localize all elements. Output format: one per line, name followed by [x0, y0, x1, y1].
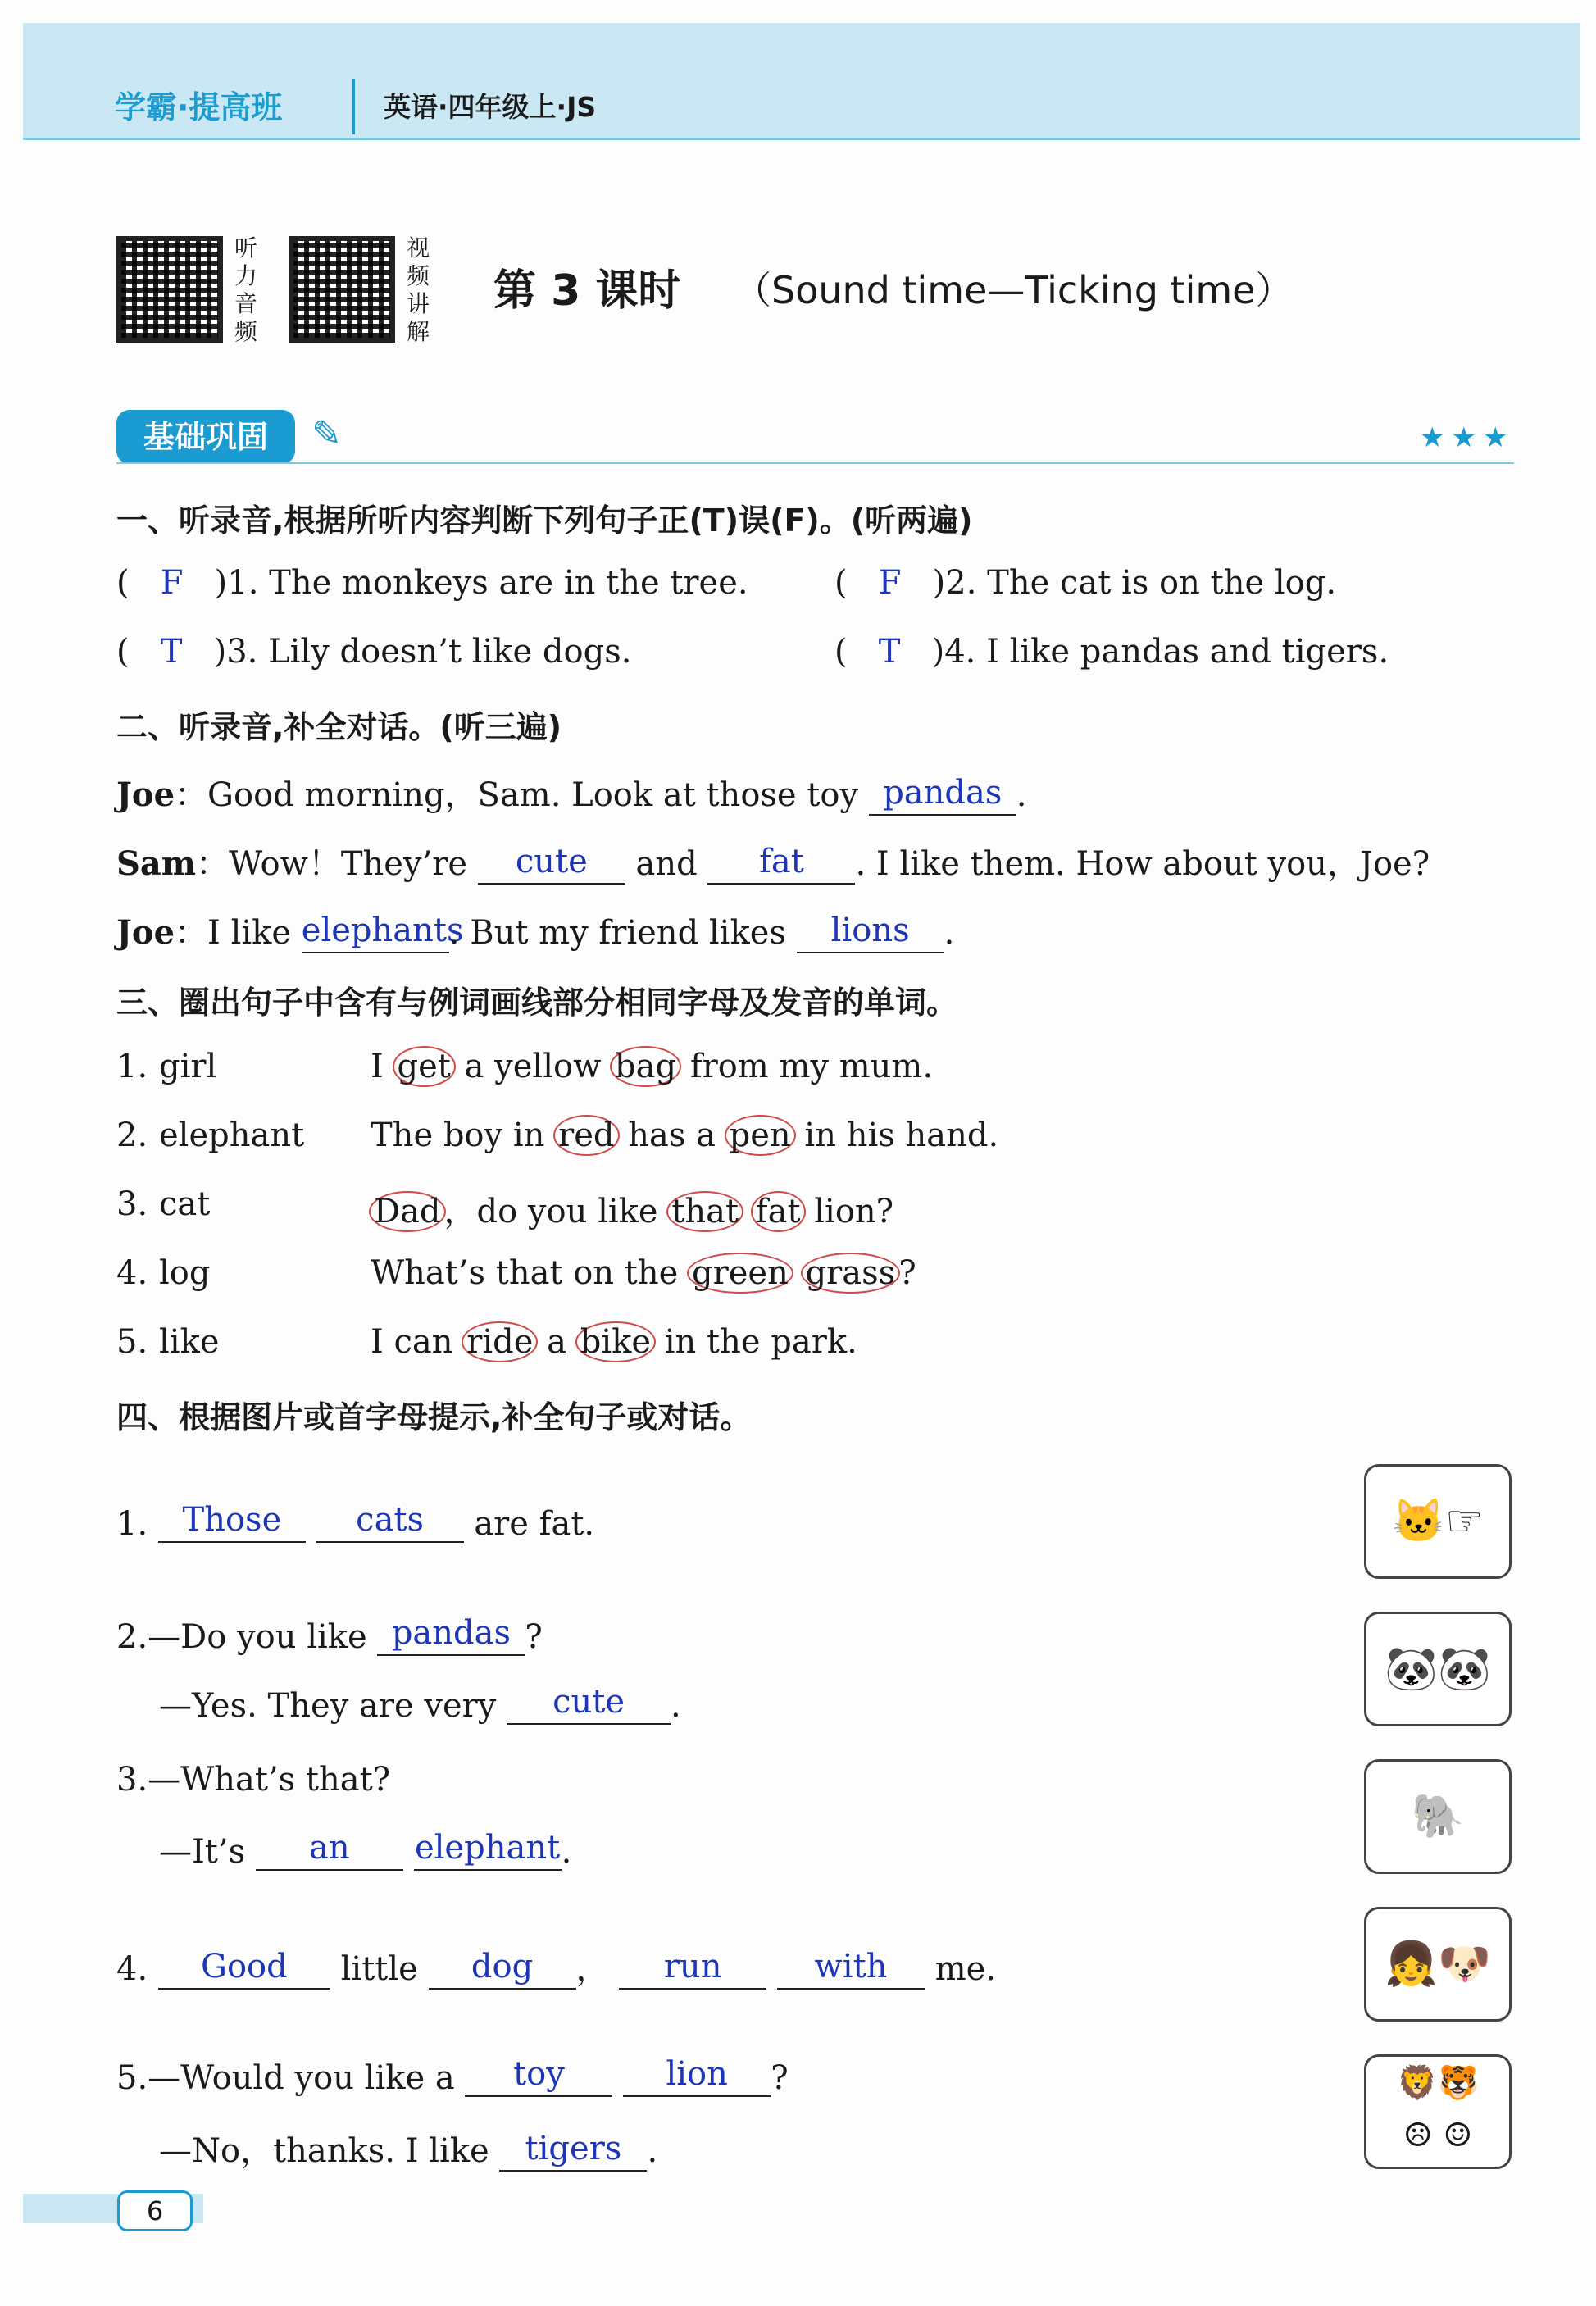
s2-l3-text: ：I like	[175, 914, 292, 952]
brand-logo: 学霸·提高班	[115, 89, 283, 125]
s4-q4: 4. Good little dog ， run with me.	[116, 1948, 997, 1988]
s4-q4-blank-2[interactable]: dog	[429, 1949, 576, 1990]
s2-line-2	[116, 838, 1430, 885]
s1-answer-4: T	[878, 633, 901, 671]
qr-label-video: 视频讲解	[407, 234, 430, 345]
s4-q1-num: 1.	[116, 1505, 148, 1543]
section-3-title: 三、圈出句子中含有与例词画线部分相同字母及发音的单词。	[116, 985, 958, 1021]
s3-sentence-3: Dad ，do you like that fat lion?	[371, 1185, 893, 1232]
s4-q3-blank-2[interactable]: elephant	[414, 1830, 562, 1871]
s4-q5-blank-3[interactable]: tigers	[499, 2131, 647, 2172]
s4-q5-end2: .	[647, 2132, 658, 2170]
difficulty-stars: ★★★	[1420, 421, 1515, 454]
s4-q4-blank-1[interactable]: Good	[158, 1949, 330, 1990]
s3-num-1: 1.	[116, 1048, 148, 1085]
lesson-subtitle: （Sound time—Ticking time）	[734, 268, 1294, 312]
s4-q2-reply-text: —Yes. They are very	[159, 1687, 497, 1725]
s2-l2-text: ：Wow！They’re	[196, 845, 468, 883]
s1-text-3: )3. Lily doesn’t like dogs.	[213, 633, 632, 671]
s3-sentence-1: I get a yellow bag from my mum.	[371, 1048, 934, 1085]
s3-num-2: 2.	[116, 1117, 148, 1154]
s3-num-3: 3.	[116, 1185, 148, 1223]
circled-word[interactable]: green	[687, 1253, 793, 1294]
s3-sentence-4: What’s that on the green grass ?	[371, 1254, 916, 1292]
s4-q3-blank-1[interactable]: an	[256, 1830, 403, 1871]
circled-word[interactable]: fat	[751, 1191, 806, 1232]
s3-num-4: 4.	[116, 1254, 148, 1292]
elephant-icon: 🐘	[1364, 1759, 1512, 1874]
s4-q5-reply	[159, 2125, 657, 2172]
s1-item-2: ( F )2. The cat is on the log.	[834, 564, 1337, 602]
subject-label: 英语·四年级上·JS	[384, 91, 597, 123]
s3-num-5: 5.	[116, 1323, 148, 1361]
s3-word-3: cat	[159, 1185, 211, 1223]
pandas-icon: 🐼🐼	[1364, 1612, 1512, 1726]
circled-word[interactable]: bike	[575, 1321, 656, 1362]
header-divider	[352, 79, 355, 134]
s4-q2-blank-2[interactable]: cute	[507, 1684, 671, 1725]
lesson-title: 第 3 课时	[493, 266, 681, 316]
s2-l3-end: .	[944, 914, 955, 952]
circled-word[interactable]: grass	[801, 1253, 901, 1294]
s2-line-3	[116, 907, 954, 953]
section-badge: 基础巩固	[116, 410, 295, 464]
s2-blank-5[interactable]: lions	[797, 912, 944, 953]
qr-label-audio: 听力音频	[234, 234, 258, 345]
circled-word[interactable]: ride	[462, 1321, 538, 1362]
speaker-sam: Sam	[116, 844, 197, 883]
circled-word[interactable]: get	[393, 1046, 456, 1087]
s4-q5-num: 5.	[116, 2059, 148, 2097]
s2-line-1	[116, 769, 1027, 816]
s4-q5-blank-1[interactable]: toy	[465, 2056, 612, 2097]
s4-q3	[116, 1761, 390, 1799]
pencil-icon: ✎	[311, 413, 342, 455]
s4-q4-blank-4[interactable]: with	[777, 1949, 925, 1990]
s2-blank-1[interactable]: pandas	[869, 775, 1016, 816]
circled-word[interactable]: pen	[725, 1115, 796, 1156]
s3-word-5: like	[159, 1323, 220, 1361]
s4-q1-end: are fat.	[474, 1505, 595, 1543]
s4-q2-end: ?	[525, 1618, 543, 1656]
s3-word-1: girl	[159, 1048, 217, 1085]
s2-blank-3[interactable]: fat	[707, 844, 855, 885]
s3-sentence-5: I can ride a bike in the park.	[371, 1323, 857, 1361]
s4-q3-end: .	[561, 1833, 572, 1871]
s3-word-2: elephant	[159, 1117, 305, 1154]
s4-q2-num: 2.	[116, 1618, 148, 1656]
s1-text-2: )2. The cat is on the log.	[932, 564, 1337, 602]
s4-q3-num: 3.	[116, 1761, 148, 1799]
section-4-title: 四、根据图片或首字母提示,补全句子或对话。	[116, 1399, 752, 1435]
qr-code-video[interactable]	[289, 236, 395, 343]
page-number: 6	[117, 2190, 193, 2231]
s4-q2	[116, 1615, 543, 1656]
speaker-joe-2: Joe	[116, 913, 175, 952]
girl-dog-icon: 👧🐶	[1364, 1907, 1512, 2022]
s4-q2-reply	[159, 1684, 681, 1725]
s1-item-4: ( T )4. I like pandas and tigers.	[834, 633, 1389, 671]
s4-q3-reply	[159, 1830, 571, 1871]
cats-pointing-icon: 🐱☞	[1364, 1464, 1512, 1579]
s4-q2-text: —Do you like	[148, 1618, 367, 1656]
s4-q1-blank-2[interactable]: cats	[316, 1502, 464, 1543]
qr-code-audio[interactable]	[116, 236, 223, 343]
s4-q1-blank-1[interactable]: Those	[158, 1502, 306, 1543]
s2-blank-2[interactable]: cute	[478, 844, 625, 885]
circled-word[interactable]: Dad	[369, 1191, 446, 1232]
s2-l1-end: .	[1016, 776, 1027, 814]
s4-q5-reply-text: —No，thanks. I like	[159, 2132, 489, 2170]
s4-q5-blank-2[interactable]: lion	[623, 2056, 771, 2097]
s4-q5-end: ?	[771, 2059, 789, 2097]
s3-sentence-2: The boy in red has a pen in his hand.	[371, 1117, 999, 1154]
s4-q3-text: —What’s that?	[148, 1761, 391, 1799]
speaker-joe: Joe	[116, 775, 175, 814]
s2-blank-4[interactable]: elephants	[302, 912, 449, 953]
s4-q4-blank-3[interactable]: run	[619, 1949, 766, 1990]
s4-q1	[116, 1502, 594, 1543]
s1-item-3: ( T )3. Lily doesn’t like dogs.	[116, 633, 632, 671]
s4-q5-text: —Would you like a	[148, 2059, 455, 2097]
s2-l2-end: . I like them. How about you，Joe?	[855, 845, 1430, 883]
s1-text-4: )4. I like pandas and tigers.	[931, 633, 1389, 671]
s1-answer-1: F	[160, 564, 184, 602]
s1-item-1: ( F )1. The monkeys are in the tree.	[116, 564, 748, 602]
s4-q4-end: me.	[934, 1950, 997, 1988]
s4-q2-end2: .	[671, 1687, 681, 1725]
circled-word[interactable]: bag	[610, 1046, 681, 1087]
s4-q4-num: 4.	[116, 1950, 148, 1988]
s1-answer-3: T	[160, 633, 183, 671]
s3-word-4: log	[159, 1254, 211, 1292]
s4-q2-blank-1[interactable]: pandas	[377, 1615, 525, 1656]
s2-l3-mid: . But my friend likes	[448, 914, 786, 952]
s1-text-1: )1. The monkeys are in the tree.	[214, 564, 748, 602]
section-1-title: 一、听录音,根据所听内容判断下列句子正(T)误(F)。(听两遍)	[116, 503, 973, 539]
circled-word[interactable]: red	[553, 1115, 619, 1156]
s4-q3-reply-text: —It’s	[159, 1833, 246, 1871]
circled-word[interactable]: that	[666, 1191, 743, 1232]
badge-rule	[116, 462, 1514, 464]
s4-q5	[116, 2056, 789, 2097]
lion-tiger-faces-icon: 🦁🐯 ☹ ☺	[1364, 2054, 1512, 2169]
s1-answer-2: F	[878, 564, 902, 602]
s2-l1-text: ：Good morning，Sam. Look at those toy	[175, 776, 859, 814]
s4-q4-mid: little	[340, 1950, 418, 1988]
s2-l2-mid: and	[635, 845, 698, 883]
section-2-title: 二、听录音,补全对话。(听三遍)	[116, 709, 562, 745]
